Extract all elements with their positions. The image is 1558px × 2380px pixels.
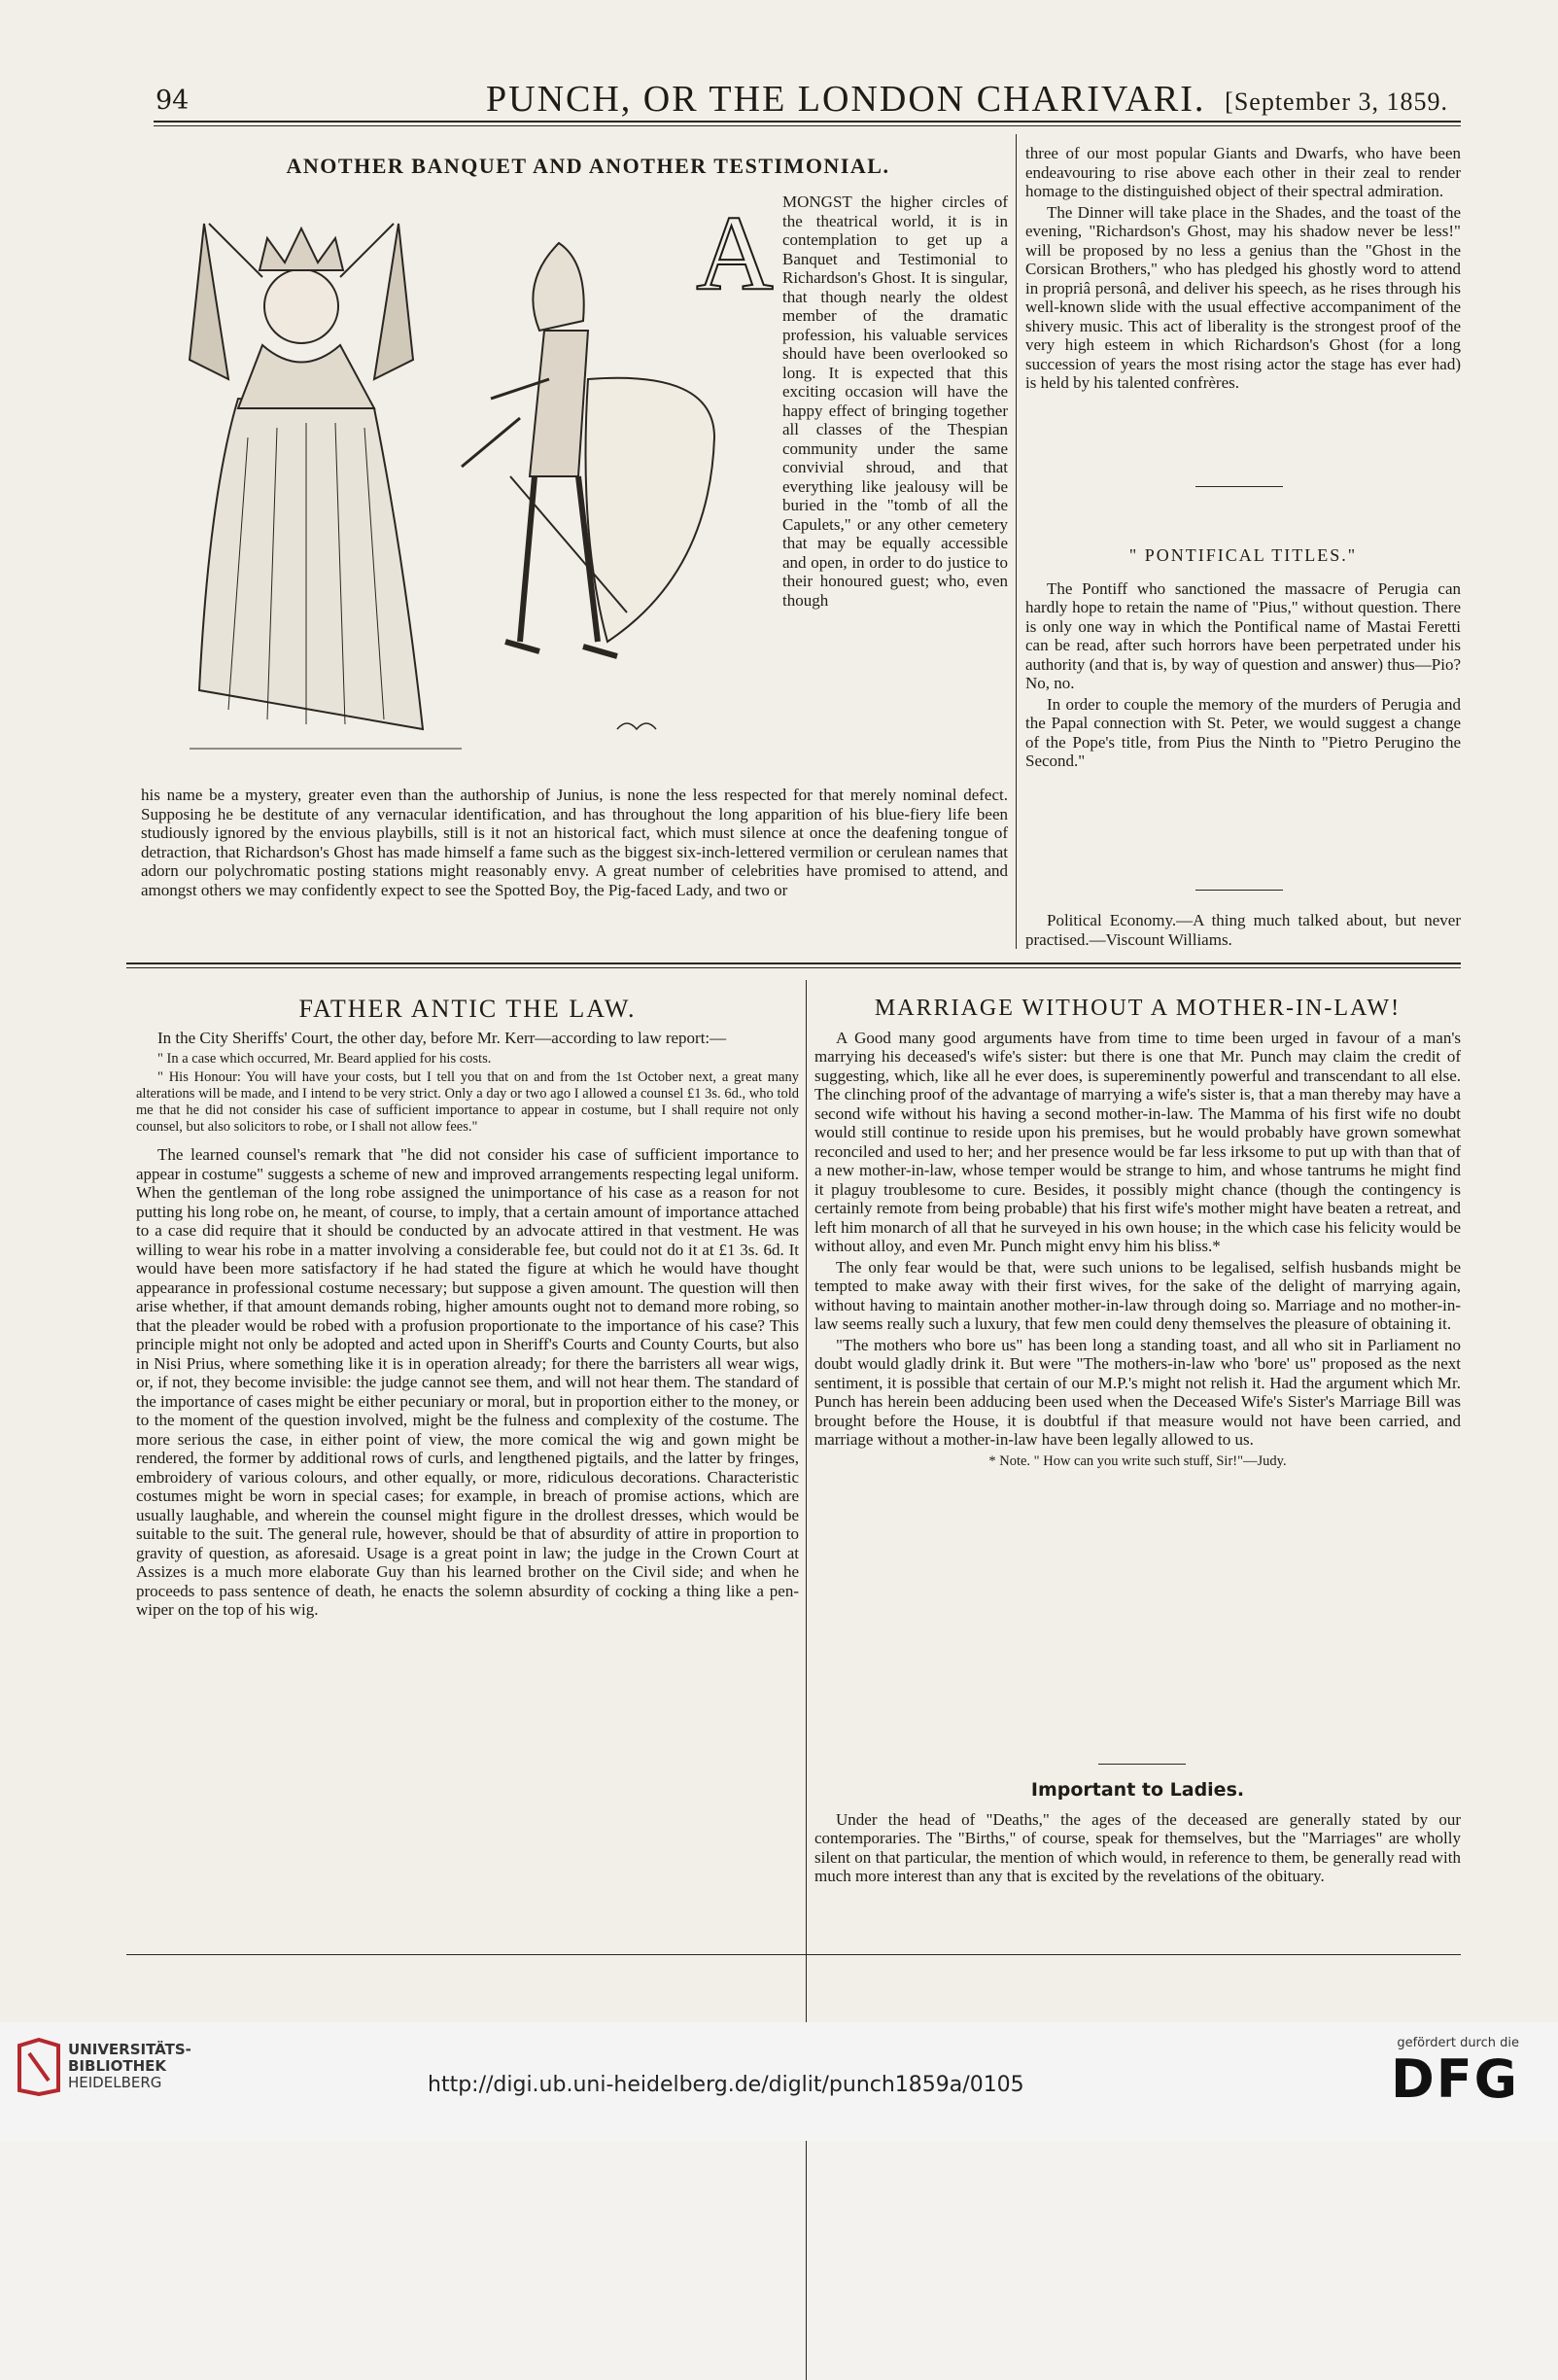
- banquet-title: ANOTHER BANQUET AND ANOTHER TESTIMONIAL.: [286, 154, 890, 178]
- page-header: [156, 78, 1458, 126]
- dropcap-letter: [695, 199, 775, 297]
- section-divider: [1195, 890, 1283, 891]
- marriage-article: MARRIAGE WITHOUT A MOTHER-IN-LAW! A Good many good arguments have from time to time been urged in favour of a man's marrying his deceased's wife's sister: but there is one that Mr. Punch may claim the credit of suggesting, which, like all he ever does, is supereminently powerful and transcendant to all else. The clinching proof of the advantage of marrying a wife's sister is, that a man thereby may have a second wife without his having a second mother-in-law. The Mamma of his first wife no doubt would still continue to reside upon his premises, but he would probably have grown somewhat reconciled and used to her; and her presence would be far less irksome to put up with than that of a new mother-in-law, whose temper would be strange to him, and whose tantrums he might find it plaguy troublesome to cure. Besides, it possibly might chance (though the contingency is certainly remote from being probable) that his first wife's mother might have beaten a retreat, and left him monarch of all that he surveyed in his own house; in the which case his felicity would be without alloy, and even Mr. Punch might envy him his bliss.* The only fear would be that, were such unions to be legalised, selfish husbands might be tempted to make away with their first wives, for the sake of the delight of marrying again, without having to maintain another mother-in-law through doing so. Marriage and no mother-in-law seems really such a luxury, that few men could deny themselves the pleasure of obtaining it. "The mothers who bore us" has been long a standing toast, and all who sit in Parliament no doubt would gladly drink it. But were "The mothers-in-law who 'bore' us" proposed as the next sentiment, it is possible that certain of our M.P.'s might not relish it. Had the argument which Mr. Punch has herein been adducing been used when the Deceased Wife's Sister's Marriage Bill was brought before the House, it is doubtful if that measure would not have been carried, and marriage without a mother-in-law have been legally allowed to us. * Note. " How can you write such stuff, Sir!"—Judy.: [814, 996, 1461, 1469]
- column-divider-lower: [806, 980, 807, 2380]
- banquet-paragraph-1: MONGST the higher circles of the theatrical world, it is in contemplation to get up a Banquet and Testimonial to Richardson's Ghost. It is singular, that though nearly the oldest member of the dramatic profession, his valuable services should have been overlooked so long. It is expected that this exciting occasion will have the happy effect of bringing together all classes of the Thespian community under the same convivial shroud, and that everything like jealousy will be buried in the "tomb of all the Capulets," or any other cemetery that may be equally accessible and open, in order to do justice to their honoured guest; who, even though: [782, 192, 1008, 610]
- library-logo-icon: [14, 2038, 64, 2096]
- pontifical-article: " PONTIFICAL TITLES." The Pontiff who sanctioned the massacre of Perugia can hardly hope to retain the name of "Pius," without question. There is only one way in which the Pontifical name of Mastai Feretti can be read, after such horrors have been perpetrated under his authority (and that is, by way of question and answer) thus—Pio? No, no. In order to couple the memory of the murders of Perugia and the Papal connection with St. Peter, we would suggest a change of the Pope's title, from Pius the Ninth to "Pietro Perugino the Second.": [1025, 545, 1461, 770]
- page-number: 94: [156, 86, 190, 116]
- header-rule: [154, 121, 1461, 122]
- bottom-rule: [126, 1954, 1461, 1955]
- middle-rule-thin: [126, 967, 1461, 968]
- ladies-article: Important to Ladies. Under the head of "Deaths," the ages of the deceased are generally stated by our contemporaries. The "Births," of course, speak for themselves, but the "Marriages" are wholly silent on that particular, the mention of which would, in reference to them, be generally read with much more interest than any that is excited by the revelations of the obituary.: [814, 1779, 1461, 1885]
- marriage-footnote: * Note. " How can you write such stuff, Sir!"—Judy.: [988, 1452, 1287, 1469]
- library-name: UNIVERSITÄTS- BIBLIOTHEK HEIDELBERG: [68, 2041, 191, 2091]
- issue-date: [September 3, 1859.: [1225, 88, 1448, 116]
- marriage-title: MARRIAGE WITHOUT A MOTHER-IN-LAW!: [874, 996, 1402, 1021]
- banquet-continued: three of our most popular Giants and Dwarfs, who have been endeavouring to rise above each other in their zeal to render homage to the distinguished object of their spectral admiration. The Dinner will take place in the Shades, and the toast of the evening, "Richardson's Ghost, may his shadow never be less!" will be proposed by no less a genius than the "Ghost in the Corsican Brothers," who has pledged his ghostly word to attend in propriâ personâ, and deliver his speech, as he rises through his well-known slide with the usual effective accompaniment of the shivery music. This act of liberality is the strongest proof of the very high esteem in which Richardson's Ghost (for a long succession of years the most rising actor the stage has ever had) is held by his talented confrères.: [1025, 144, 1461, 392]
- banquet-paragraph-2: his name be a mystery, greater even than the authorship of Junius, is none the less respected for that merely nominal defect. Supposing he be destitute of any vernacular identification, and has throughout the long apparition of his blue-fiery life been studiously ignored by the envious playbills, still is it not an historical fact, which must silence at once the deafening tongue of detraction, that Richardson's Ghost has made himself a fame such as the biggest six-inch-lettered vermilion or cerulean names that adorn our polychromatic posting stations might reasonably envy. A great number of celebrities have promised to attend, and amongst others we may confidently expect to see the Spotted Boy, the Pig-faced Lady, and two or: [141, 786, 1008, 899]
- section-divider: [1195, 486, 1283, 487]
- cartoon-illustration: [170, 185, 744, 778]
- digitization-footer: [0, 2022, 1558, 2141]
- antic-article: FATHER ANTIC THE LAW. In the City Sheriffs' Court, the other day, before Mr. Kerr—according to law report:— " In a case which occurred, Mr. Beard applied for his costs. " His Honour: You will have your costs, but I tell you that on and from the 1st October next, a great many alterations will be made, and I intend to be very strict. Only a day or two ago I allowed a counsel £1 3s. 6d., who told me that he did not consider his case of sufficient importance to appear in costume, but I shall require not only counsel, but also solicitors to robe, or I shall not allow fees." The learned counsel's remark that "he did not consider his case of sufficient importance to appear in costume" suggests a scheme of new and improved arrangements respecting legal uniform. When the gentleman of the long robe assigned the unimportance of his case as a reason for not putting his long robe on, he meant, of course, to imply, that a certain amount of importance attached to a case did require that it should be conducted by an advocate attired in that vestment. He was willing to wear his robe in a matter involving a considerable fee, but could not do it at £1 3s. 6d. It would have been more satisfactory if he had stated the figure at which he would have thought appearance in professional costume necessary; but suppose a given amount. The question will then arise whether, if that amount demands robing, higher amounts ought not to demand more robing, so that the pleader would be robed with a profusion proportionate to the importance of his case? This principle might not only be adopted and acted upon in Sheriff's Courts and County Courts, but also in Nisi Prius, where something like it is in operation already; for there the barristers all wear wigs, or, if not, they become invisible: the judge cannot see them, and will not hear them. The standard of the importance of cases might be either pecuniary or moral, but in proportion either to the money, or to the moment of the question involved, might be the fulness and complexity of the costume. The more serious the case, in either point of view, the more comical the wig and gown might be rendered, the former by additional rows of curls, and lengthened pigtails, and the latter by fringes, embroidery of various colours, and other equally, or more, ridiculous decorations. Characteristic costumes might be worn in special cases; for example, in breach of promise actions, which are usually laughable, and wherein the counsel might figure in the drollest dresses, which would be suitable to the suit. The general rule, however, should be that of absurdity of attire in proportion to gravity of question, as aforesaid. Usage is a great point in law; the judge in the Crown Court at Assizes is a much more elaborate Guy than his learned brother on the Civil side; and when he proceeds to pass sentence of death, he enacts the solemn absurdity of cocking a thing like a pen-wiper on the top of his wig.: [136, 995, 799, 1619]
- political-economy-note: Political Economy.—A thing much talked about, but never practised.—Viscount Williams.: [1025, 911, 1461, 949]
- funding-logo: gefördert durch die DFG: [1390, 2036, 1519, 2110]
- section-divider: [1098, 1764, 1186, 1765]
- svg-text:A: A: [696, 199, 774, 297]
- header-rule-thin: [154, 125, 1461, 126]
- pontifical-title: " PONTIFICAL TITLES.": [1128, 545, 1358, 565]
- ladies-title: Important to Ladies.: [1030, 1779, 1245, 1801]
- permalink-url[interactable]: http://digi.ub.uni-heidelberg.de/diglit/punch1859a/0105: [428, 2073, 1024, 2097]
- column-divider: [1016, 134, 1017, 949]
- masthead: PUNCH, OR THE LONDON CHARIVARI.: [486, 79, 1206, 120]
- antic-title: FATHER ANTIC THE LAW.: [298, 995, 637, 1023]
- middle-rule: [126, 962, 1461, 964]
